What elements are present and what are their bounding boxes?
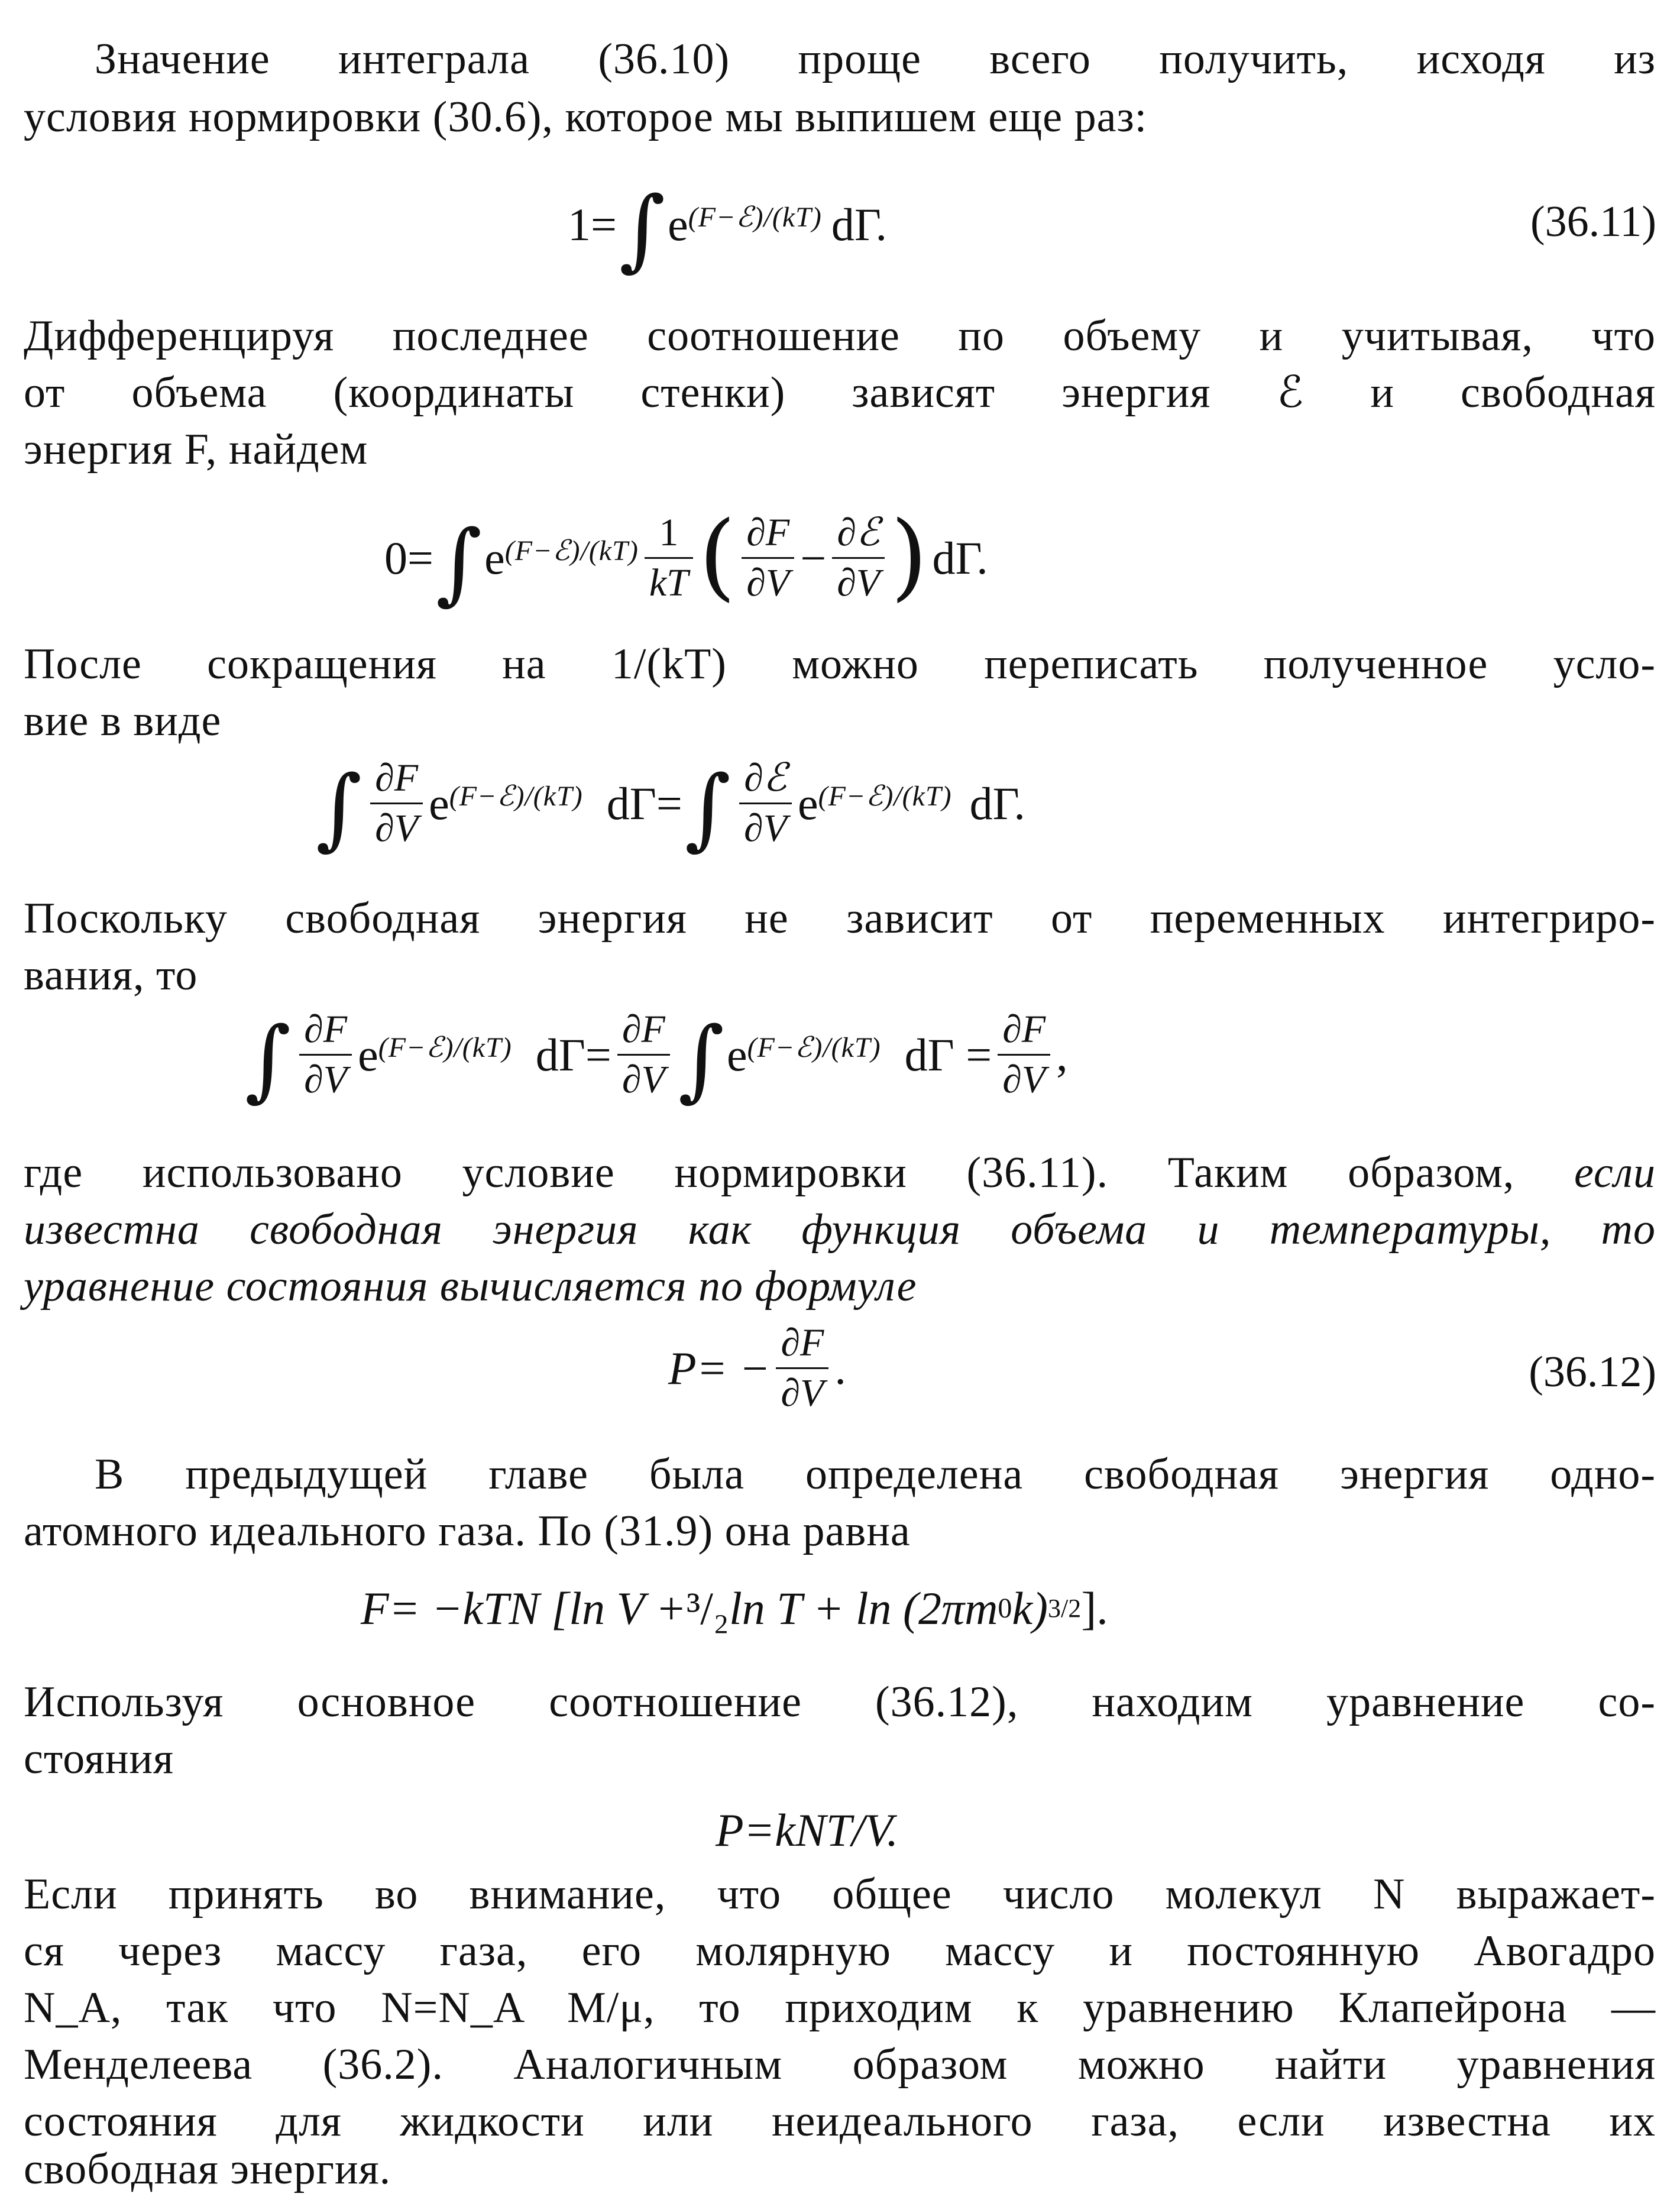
exp-base: e — [797, 777, 818, 829]
integral-sign: ∫ — [245, 1008, 292, 1111]
fraction-1-over-kt: $\frac{1}{kT}$ — [645, 509, 693, 607]
minus-sign: − — [800, 532, 827, 584]
text-line: В предыдущей главе была определена свободная энергия одно- — [95, 1450, 1656, 1499]
integral-sign: ∫ — [684, 756, 731, 860]
text-line: энергия F, найдем — [24, 425, 368, 474]
exponent: (F−ℰ)/(kT) — [504, 535, 639, 567]
fraction-dF-dV: $\frac{\partial F}{\partial V}$ — [776, 1319, 828, 1418]
italic-text-line: известна свободная энергия как функция объема и температуры, то — [24, 1205, 1656, 1254]
exponent: (F−ℰ)/(kT) — [747, 1031, 881, 1063]
fraction-dF-dV: $\frac{\partial F}{\partial V}$ — [370, 754, 423, 853]
fraction-dF-dV: $\frac{\partial F}{\partial V}$ — [998, 1005, 1050, 1104]
eq-lhs: P= − — [668, 1342, 771, 1394]
exponent: (F−ℰ)/(kT) — [688, 202, 822, 233]
text-line: Если принять во внимание, что общее число молекул N выражает- — [24, 1870, 1656, 1918]
text-line: Используя основное соотношение (36.12), находим уравнение со- — [24, 1678, 1656, 1726]
differential-equals: dΓ = — [904, 1028, 992, 1080]
equation-of-state — [0, 1801, 1680, 1866]
differential: dΓ. — [932, 532, 988, 584]
subscript-zero: 0 — [998, 1593, 1012, 1624]
text-line: ся через массу газа, его молярную массу и постоянную Авогадро — [24, 1927, 1656, 1975]
equation-text: k) — [1012, 1583, 1048, 1634]
exp-base: e — [484, 532, 505, 584]
equation-text: ]. — [1081, 1583, 1108, 1634]
italic-text-span: если — [1574, 1148, 1656, 1197]
fraction-dE-dV: $\frac{\text{∂ℰ}}{\partial V}$ — [739, 754, 792, 853]
italic-text-line: уравнение состояния вычисляется по формуле — [24, 1262, 917, 1311]
text-line: Дифференцируя последнее соотношение по объему и учитывая, что — [24, 312, 1656, 360]
equation-text: ln T + ln (2πm — [729, 1583, 998, 1634]
equation-number: (36.12) — [1529, 1348, 1656, 1396]
exponent: (F−ℰ)/(kT) — [449, 780, 583, 812]
text-line: состояния для жидкости или неидеального газа, если известна их — [24, 2097, 1656, 2146]
fraction-dF-dV: $\frac{\partial F}{\partial V}$ — [742, 509, 794, 607]
fraction-dF-dV: $\frac{\partial F}{\partial V}$ — [617, 1005, 670, 1104]
text-line: N_A, так что N=N_A M/μ, то приходим к уравнению Клапейрона — — [24, 1984, 1656, 2032]
equation-derivative — [0, 497, 1680, 615]
equation-text: F= −kTN [ln V + — [361, 1583, 687, 1634]
text-line: Значение интеграла (36.10) проще всего получить, исходя из — [95, 35, 1656, 83]
left-paren: ( — [698, 500, 736, 611]
text-line: Менделеева (36.2). Аналогичным образом можно найти уравнения — [24, 2040, 1656, 2089]
equation-36-11 — [0, 174, 1680, 281]
integral-sign: ∫ — [678, 1008, 724, 1111]
text-span: где использовано условие нормировки (36.11). Таким образом, — [24, 1148, 1515, 1197]
exponent: (F−ℰ)/(kT) — [818, 780, 952, 812]
differential: dΓ. — [831, 199, 888, 250]
exp-base: e — [429, 777, 449, 829]
power-three-halves: 3/2 — [1048, 1594, 1082, 1623]
period: . — [834, 1342, 846, 1394]
exp-base: e — [668, 199, 688, 250]
equation-36-12 — [0, 1310, 1680, 1422]
differential-equals: dΓ= — [535, 1028, 611, 1080]
text-line: вие в виде — [24, 697, 222, 745]
three-halves: ³/₂ — [686, 1583, 730, 1634]
right-paren: ) — [891, 500, 928, 611]
integral-sign: ∫ — [436, 511, 483, 614]
exponent: (F−ℰ)/(kT) — [378, 1031, 512, 1063]
text-line: условия нормировки (30.6), которое мы выпишем еще раз: — [24, 93, 1148, 141]
equation-rewritten — [0, 745, 1680, 858]
exp-base: e — [358, 1028, 378, 1080]
fraction-dE-dV: $\frac{\text{∂ℰ}}{\partial V}$ — [832, 509, 885, 607]
exp-base: e — [726, 1028, 747, 1080]
equation-free-energy — [0, 1579, 1680, 1644]
text-line — [24, 1144, 1656, 1201]
text-line: свободная энергия. — [24, 2145, 391, 2193]
fraction-dF-dV: $\frac{\partial F}{\partial V}$ — [299, 1005, 352, 1104]
differential: dΓ. — [969, 777, 1025, 829]
text-line: атомного идеального газа. По (31.9) она равна — [24, 1507, 911, 1555]
integral-sign: ∫ — [316, 756, 362, 860]
integral-sign: ∫ — [619, 178, 666, 281]
text-line: стояния — [24, 1735, 174, 1783]
equation-factor-out — [0, 994, 1680, 1112]
text-line: от объема (координаты стенки) зависят энергия ℰ и свободная — [24, 368, 1656, 417]
equation-number: (36.11) — [1530, 198, 1656, 246]
eq-lhs: 1= — [568, 199, 617, 250]
equation-text: P=kNT/V. — [716, 1804, 899, 1856]
text-line: После сокращения на 1/(kT) можно переписать полученное усло- — [24, 640, 1656, 688]
text-line: вания, то — [24, 951, 198, 999]
comma: , — [1056, 1028, 1068, 1080]
eq-lhs: 0= — [384, 532, 433, 584]
text-line: Поскольку свободная энергия не зависит от переменных интегриро- — [24, 894, 1656, 943]
differential-equals: dΓ= — [606, 777, 682, 829]
